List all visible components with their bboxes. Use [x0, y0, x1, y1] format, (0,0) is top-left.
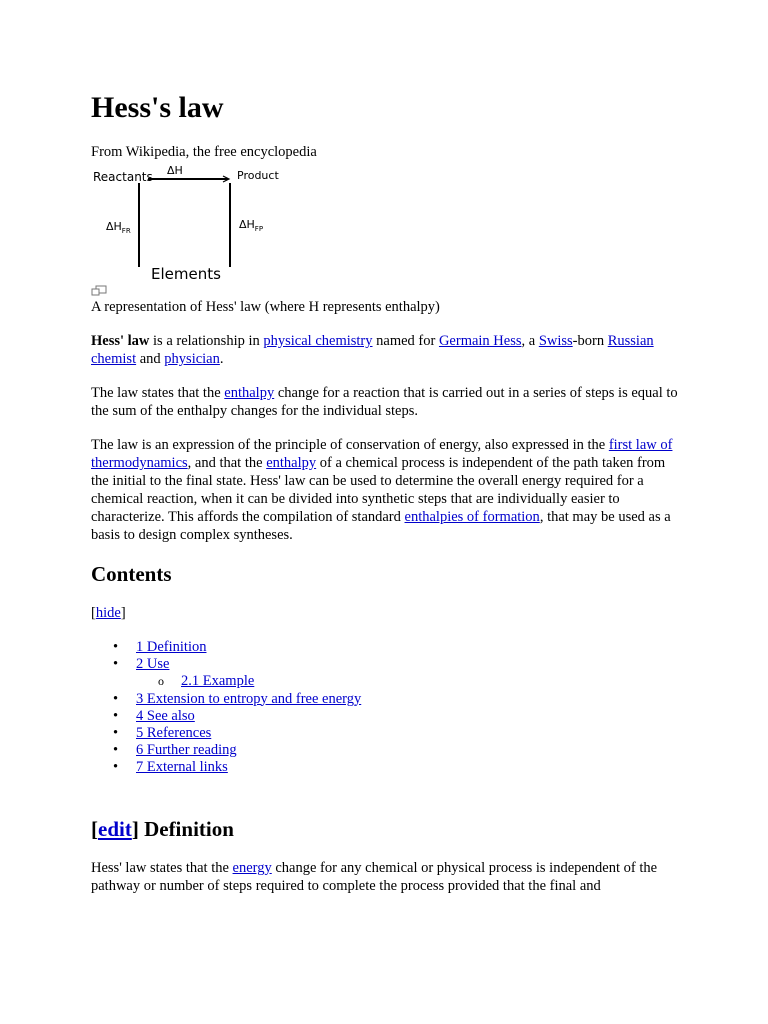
delta-h-fp-main: ΔH [239, 218, 255, 231]
toc-link-use[interactable]: 2 Use [136, 656, 170, 673]
para3-text-3: of a chemical process is independent of the path taken from the initial to the final state. Hess' law can be used to determine the overall energy required for a chemical reaction, when it can be divided into synthetic steps that are individually easier to characterize. This affords the compilation of standard [91, 455, 666, 525]
toc-item [91, 656, 491, 673]
definition-heading-text: Definition [138, 817, 234, 841]
toc-item [91, 725, 491, 742]
toc-subitem [91, 673, 491, 690]
diagram-elements-label: Elements [151, 265, 221, 283]
para2-text-2: change for a reaction that is carried out in a series of steps is equal to the sum of the enthalpy changes for the individual steps. [91, 385, 678, 419]
toc-link-external-links[interactable]: 7 External links [136, 759, 228, 776]
diagram-reactants-label: Reactants [93, 170, 153, 184]
toc-bullet: • [113, 707, 119, 724]
delta-h-fr-sub: FR [121, 227, 131, 235]
contents-toggle [91, 604, 126, 622]
toc-link-see-also[interactable]: 4 See also [136, 707, 195, 724]
conservation-paragraph [91, 436, 681, 544]
image-caption: A representation of Hess' law (where H represents enthalpy) [91, 299, 440, 315]
link-enthalpy-2[interactable]: enthalpy [266, 455, 317, 471]
toc-link-extension[interactable]: 3 Extension to entropy and free energy [136, 690, 362, 707]
para3-text-4: , that may be used as a basis to design complex syntheses. [91, 509, 671, 543]
intro-text-4: -born [572, 333, 608, 349]
toc-bullet: • [113, 725, 119, 742]
toc-sub-bullet: o [158, 674, 164, 689]
intro-text-3: , a [521, 333, 539, 349]
delta-h-fp-sub: FP [254, 225, 264, 233]
def-text-1: Hess' law states that the [91, 860, 233, 876]
para2-text-1: The law states that the [91, 385, 225, 401]
edit-section-link[interactable]: edit [98, 817, 132, 841]
edit-bracket-open: [ [91, 817, 98, 841]
toc-link-example[interactable]: 2.1 Example [181, 673, 255, 690]
contents-heading: Contents [91, 562, 172, 586]
toc-link-definition[interactable]: 1 Definition [136, 639, 207, 655]
link-enthalpy[interactable]: enthalpy [224, 385, 275, 401]
hess-law-diagram [91, 163, 291, 285]
intro-text-5: and [136, 351, 165, 367]
intro-text-6: . [219, 351, 224, 367]
toc-item [91, 691, 491, 708]
toggle-bracket-close: ] [120, 605, 126, 621]
link-germain-hess[interactable]: Germain Hess [438, 333, 522, 349]
intro-bold: Hess' law [91, 333, 150, 349]
toc-bullet: • [113, 690, 119, 707]
toc-bullet: • [113, 639, 119, 655]
toc-item [91, 639, 491, 656]
law-statement-paragraph [91, 384, 681, 420]
toc-link-references[interactable]: 5 References [136, 725, 212, 742]
intro-paragraph [91, 332, 681, 368]
para3-text-2: , and that the [187, 455, 267, 471]
def-text-2: change for any chemical or physical process is independent of the pathway or number of steps required to complete the process provided that the final and [91, 860, 658, 894]
diagram-delta-h-fr-label [106, 220, 131, 235]
diagram-product-label: Product [237, 169, 279, 182]
toc-item [91, 708, 491, 725]
toc-bullet: • [113, 742, 119, 759]
toc-bullet: • [113, 759, 119, 776]
definition-heading [91, 815, 234, 843]
toc-item [91, 759, 491, 776]
intro-text-1: is a relationship in [149, 333, 264, 349]
enlarge-icon[interactable] [91, 285, 107, 297]
link-physician[interactable]: physician [164, 351, 220, 367]
diagram-delta-h-label: ΔH [167, 164, 183, 177]
para3-text-1: The law is an expression of the principle of conservation of energy, also expressed in the [91, 437, 609, 453]
hide-toc-link[interactable]: hide [95, 605, 121, 621]
link-energy[interactable]: energy [232, 860, 272, 876]
intro-text-2: named for [372, 333, 439, 349]
delta-h-fr-main: ΔH [106, 220, 122, 233]
diagram-delta-h-fp-label [239, 218, 263, 233]
link-physical-chemistry[interactable]: physical chemistry [263, 333, 373, 349]
toc-item [91, 742, 491, 759]
page-title: Hess's law [91, 91, 224, 124]
link-enthalpies-of-formation[interactable]: enthalpies of formation [404, 509, 540, 525]
toggle-bracket-open: [ [91, 605, 96, 621]
definition-paragraph [91, 859, 681, 895]
link-russian-chemist[interactable]: Russian chemist [91, 333, 654, 367]
link-first-law-of-thermodynamics[interactable]: first law of thermodynamics [91, 437, 673, 471]
toc-link-further-reading[interactable]: 6 Further reading [136, 742, 237, 759]
table-of-contents [91, 639, 491, 777]
tagline: From Wikipedia, the free encyclopedia [91, 144, 317, 160]
link-swiss[interactable]: Swiss [538, 333, 573, 349]
toc-bullet: • [113, 656, 119, 673]
edit-bracket-close: ] [131, 817, 139, 841]
